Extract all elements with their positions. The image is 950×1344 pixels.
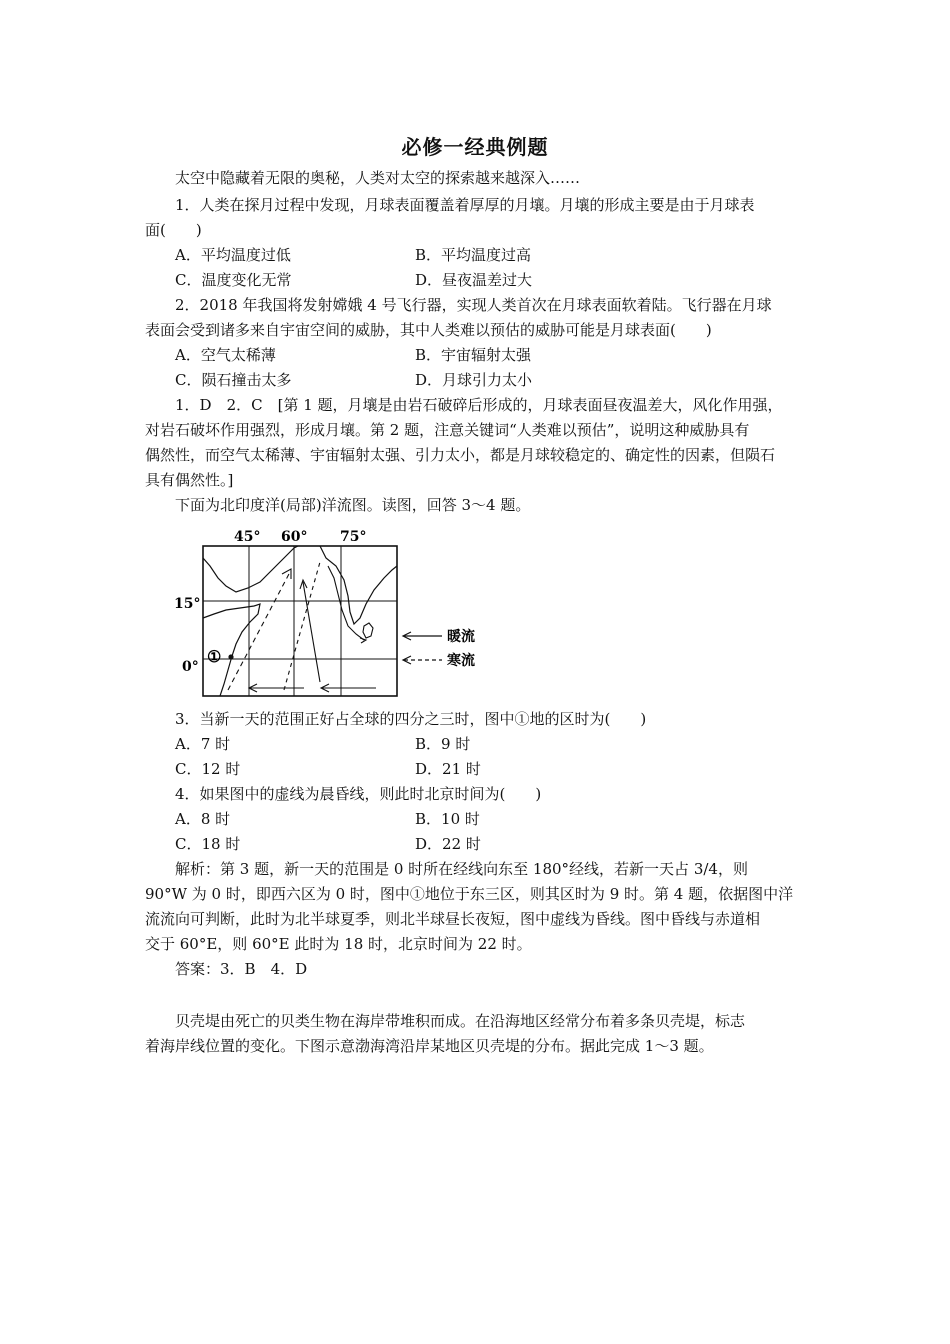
q2-stem-line1: 2．2018 年我国将发射嫦娥 4 号飞行器，实现人类首次在月球表面软着陆。飞行器在月球 — [175, 296, 772, 314]
q4-option-d: D．22 时 — [415, 835, 481, 853]
warm-current-arrowhead — [360, 638, 366, 643]
q2-option-b: B．宇宙辐射太强 — [415, 346, 532, 364]
warm-current-north — [303, 582, 320, 682]
q3-stem: 3．当新一天的范围正好占全球的四分之三时，图中①地的区时为( ) — [175, 710, 647, 728]
answer12-line3: 偶然性，而空气太稀薄、宇宙辐射太强、引力太小，都是月球较稳定的、确定性的因素，但陨石 — [145, 446, 776, 464]
q1-option-b: B．平均温度过高 — [415, 246, 532, 264]
q2-stem-line2: 表面会受到诸多来自宇宙空间的威胁，其中人类难以预估的威胁可能是月球表面( ) — [145, 321, 712, 339]
answer12-line4: 具有偶然性。] — [145, 471, 234, 489]
cold-current-dashed — [228, 572, 290, 690]
lon-label-45: 45° — [234, 529, 261, 545]
q3-option-c: C．12 时 — [175, 760, 241, 778]
legend-warm-label: 暖流 — [447, 629, 475, 645]
location-dot — [228, 654, 233, 659]
q1-option-a: A．平均温度过低 — [175, 246, 291, 264]
q1-stem-line1: 1．人类在探月过程中发现，月球表面覆盖着厚厚的月壤。月壤的形成主要是由于月球表 — [175, 196, 755, 214]
lat-label-0: 0° — [182, 659, 199, 675]
q2-option-a: A．空气太稀薄 — [175, 346, 276, 364]
location-marker-label: ① — [207, 647, 222, 666]
intro-text: 太空中隐藏着无限的奥秘，人类对太空的探索越来越深入…… — [175, 169, 581, 187]
analysis-answer: 答案：3．B 4．D — [175, 960, 308, 978]
map-frame — [203, 546, 397, 696]
coastline-india — [320, 546, 397, 624]
q1-option-c: C．温度变化无常 — [175, 271, 292, 289]
q4-option-a: A．8 时 — [175, 810, 231, 828]
shell-intro-line2: 着海岸线位置的变化。下图示意渤海湾沿岸某地区贝壳堤的分布。据此完成 1～3 题。 — [145, 1037, 714, 1055]
analysis-line1: 解析：第 3 题，新一天的范围是 0 时所在经线向东至 180°经线，若新一天占 3/4，则 — [175, 860, 748, 878]
terminator-line — [284, 562, 320, 690]
sri-lanka-island — [363, 623, 373, 638]
shell-intro-line1: 贝壳堤由死亡的贝类生物在海岸带堆积而成。在沿海地区经常分布着多条贝壳堤，标志 — [175, 1012, 746, 1030]
legend-cold-label: 寒流 — [447, 653, 475, 669]
q1-stem-line2: 面( ) — [145, 221, 202, 239]
warm-current-india — [328, 566, 364, 640]
q2-option-d: D．月球引力太小 — [415, 371, 533, 389]
q3-option-d: D．21 时 — [415, 760, 481, 778]
coastline-west — [203, 546, 298, 696]
map-intro: 下面为北印度洋(局部)洋流图。读图，回答 3～4 题。 — [175, 496, 531, 514]
ocean-current-map — [170, 522, 490, 702]
map-grid — [203, 546, 397, 696]
lon-label-60: 60° — [281, 529, 308, 545]
analysis-line4: 交于 60°E，则 60°E 此时为 18 时，北京时间为 22 时。 — [145, 935, 532, 953]
q3-option-b: B．9 时 — [415, 735, 471, 753]
page-title: 必修一经典例题 — [401, 135, 549, 159]
answer12-line2: 对岩石破坏作用强烈，形成月壤。第 2 题，注意关键词“人类难以预估”，说明这种威胁具有 — [145, 421, 750, 439]
answer12-line1: 1．D 2．C [第 1 题，月壤是由岩石破碎后形成的，月球表面昼夜温差大，风化作用强， — [175, 396, 783, 414]
lat-label-15: 15° — [174, 596, 201, 612]
q3-option-a: A．7 时 — [175, 735, 231, 753]
q1-option-d: D．昼夜温差过大 — [415, 271, 533, 289]
q4-option-c: C．18 时 — [175, 835, 241, 853]
lon-label-75: 75° — [340, 529, 367, 545]
q4-stem: 4．如果图中的虚线为晨昏线，则此时北京时间为( ) — [175, 785, 542, 803]
q4-option-b: B．10 时 — [415, 810, 480, 828]
analysis-line3: 流流向可判断，此时为北半球夏季，则北半球昼长夜短，图中虚线为昏线。图中昏线与赤道相 — [145, 910, 761, 928]
analysis-line2: 90°W 为 0 时，即西六区为 0 时，图中①地位于东三区，则其区时为 9 时。第 4 题，依据图中洋 — [145, 885, 794, 903]
q2-option-c: C．陨石撞击太多 — [175, 371, 292, 389]
